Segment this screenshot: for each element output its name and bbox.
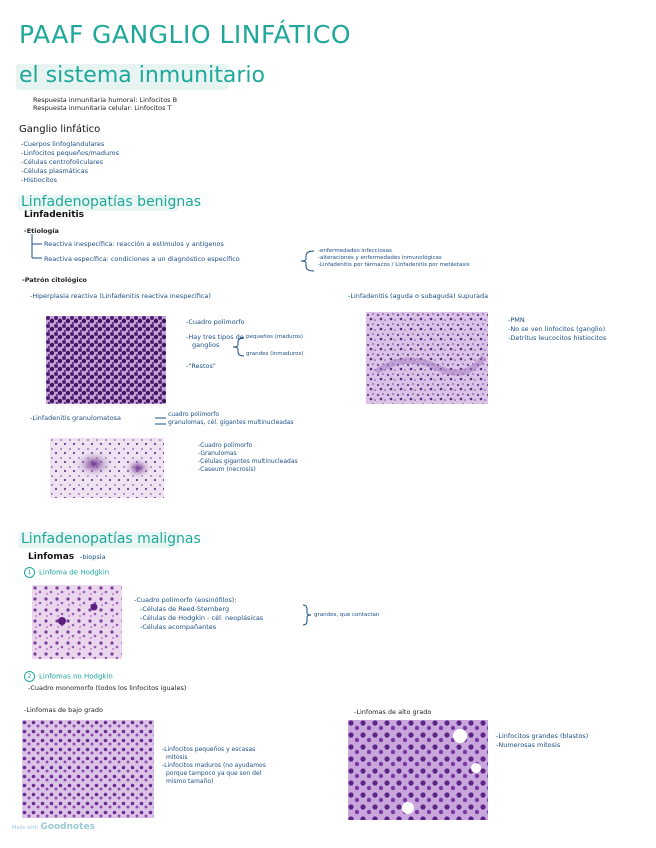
hiperplasia-brace	[232, 337, 246, 357]
no-hodgkin-sub: -Cuadro monomorfo (todos los linfocitos iguales)	[28, 684, 187, 692]
linfomas-note: -biopsia	[80, 553, 106, 561]
hiperplasia-note: grandes (inmaduros)	[246, 351, 304, 357]
etiologia-item: Reactiva inespecífica: reacción a estímulos y antígenos	[44, 240, 224, 248]
etiologia-label: -Etiología	[24, 227, 59, 235]
page-title-right: GANGLIO LINFÁTICO	[92, 20, 352, 49]
bajo-grado-label: -Linfomas de bajo grado	[24, 706, 103, 714]
bajo-grado-note: mitosis	[166, 754, 188, 761]
hodgkin-note: -Células acompañantes	[140, 623, 217, 631]
supurada-notes	[508, 316, 606, 343]
footer-branding	[12, 822, 95, 832]
alto-grado-micrograph	[348, 720, 488, 820]
ganglio-item: -Cuerpos linfoglandulares	[21, 140, 105, 148]
hodgkin-brace	[302, 604, 312, 626]
granulomatosa-note: -Granulomas	[198, 450, 237, 457]
no-hodgkin-heading: Linfomas no Hodgkin	[39, 672, 113, 681]
footer-made-with: Made with	[12, 825, 38, 831]
hiperplasia-note: pequeños (maduros)	[246, 334, 304, 340]
malignas-heading: Linfadenopatías malignas	[21, 531, 201, 547]
hiperplasia-note: -Hay tres tipos de	[186, 333, 244, 341]
immune-line-1: Respuesta inmunitaria humoral: Linfocitos B	[33, 96, 178, 104]
supurada-note: -Detritus leucocitos histiocitos	[508, 334, 607, 342]
linfomas-label: Linfomas	[28, 552, 75, 562]
bajo-grado-note: mismo tamaño)	[166, 778, 214, 785]
granulomatosa-micrograph	[50, 438, 164, 498]
hiperplasia-notes	[186, 318, 245, 327]
granulomatosa-label: -Linfadenitis granulomatosa	[30, 414, 122, 422]
especifica-note: -alteraciones y enfermedades inmunológicas	[318, 255, 442, 261]
immune-line-2: Respuesta inmunitaria celular: Linfocitos T	[33, 104, 172, 112]
hodgkin-bracket-note: grandes, que contactan	[314, 612, 380, 618]
especifica-note: -Linfadenitis por fármacos / Linfadenitis por metástasis	[318, 262, 470, 268]
granulomatosa-right-item: cuadro polimorfo	[168, 411, 220, 418]
hiperplasia-label: -Hiperplasia reactiva (Linfadenitis reactiva inespecífica)	[30, 292, 211, 300]
hiperplasia-note: ganglios	[192, 341, 220, 349]
bajo-grado-micrograph	[22, 720, 154, 818]
bajo-grado-note: -Linfocitos maduros (no ayudamos	[162, 762, 266, 769]
hodgkin-micrograph	[32, 585, 122, 659]
hodgkin-note: -Cuadro polimorfo (eosinófilos):	[134, 596, 237, 604]
supurada-note: -No se ven linfocitos (ganglio)	[508, 325, 606, 333]
hodgkin-heading-row	[24, 567, 109, 578]
page-title-left: PAAF	[19, 20, 84, 49]
granulomatosa-note: -Células gigantes multinucleadas	[198, 458, 298, 465]
especifica-note: -enfermedades infecciosas	[318, 248, 392, 254]
section-immune-heading: el sistema inmunitario	[19, 63, 265, 88]
hodgkin-notes	[134, 596, 263, 632]
ganglio-item: -Linfocitos pequeños/maduros	[21, 149, 120, 157]
hodgkin-number: 1	[24, 567, 35, 578]
especifica-notes	[318, 248, 470, 269]
granulomatosa-note: -Caseum (necrosis)	[198, 466, 256, 473]
alto-grado-note: -Numerosas mitosis	[496, 741, 561, 749]
etiologia-item: Reactiva específica: condiciones a un diagnóstico específico	[44, 255, 240, 263]
hodgkin-note: -Células de Reed-Sternberg	[140, 605, 230, 613]
ganglio-list	[21, 140, 119, 185]
no-hodgkin-heading-row	[24, 671, 113, 682]
hiperplasia-note: -Cuadro polimorfo	[186, 318, 245, 326]
ganglio-item: -Histiocitos	[21, 176, 58, 184]
especifica-brace	[300, 250, 316, 272]
hiperplasia-micrograph	[46, 316, 166, 404]
granulomatosa-arrows	[154, 412, 168, 430]
linfadenitis-label: Linfadenitis	[24, 210, 84, 220]
alto-grado-note: -Linfocitos grandes (blastos)	[496, 732, 589, 740]
granulomatosa-right	[168, 411, 294, 427]
alto-grado-notes	[496, 732, 588, 750]
no-hodgkin-number: 2	[24, 671, 35, 682]
hodgkin-note: -Células de Hodgkin - cél. neoplásicas	[140, 614, 264, 622]
granulomatosa-note: -Cuadro polimorfo	[198, 442, 253, 449]
supurada-note: -PMN	[508, 316, 525, 324]
granulomatosa-notes	[198, 442, 298, 474]
bajo-grado-notes	[162, 746, 266, 786]
hiperplasia-note: -"Restos"	[186, 362, 216, 370]
granulomatosa-right-item: granulomas, cél. gigantes multinucleadas	[168, 419, 294, 426]
ganglio-heading: Ganglio linfático	[19, 124, 101, 135]
supurada-label: -Linfadenitis (aguda o subaguda) supurada	[348, 292, 489, 300]
hodgkin-heading: Linfoma de Hodgkin	[39, 568, 110, 577]
benignas-heading: Linfadenopatías benignas	[21, 194, 202, 210]
ganglio-item: -Células centrofoliculares	[21, 158, 104, 166]
bajo-grado-note: porque tampoco ya que son del	[166, 770, 262, 777]
ganglio-item: -Células plasmáticas	[21, 167, 88, 175]
supurada-micrograph	[366, 312, 488, 404]
bajo-grado-note: -Linfocitos pequeños y escasas	[162, 746, 256, 753]
alto-grado-label: -Linfomas de alto grado	[354, 708, 432, 716]
footer-brand: Goodnotes	[40, 822, 95, 832]
etiologia-arrows	[30, 234, 44, 264]
patron-label: -Patrón citológico	[22, 276, 87, 284]
